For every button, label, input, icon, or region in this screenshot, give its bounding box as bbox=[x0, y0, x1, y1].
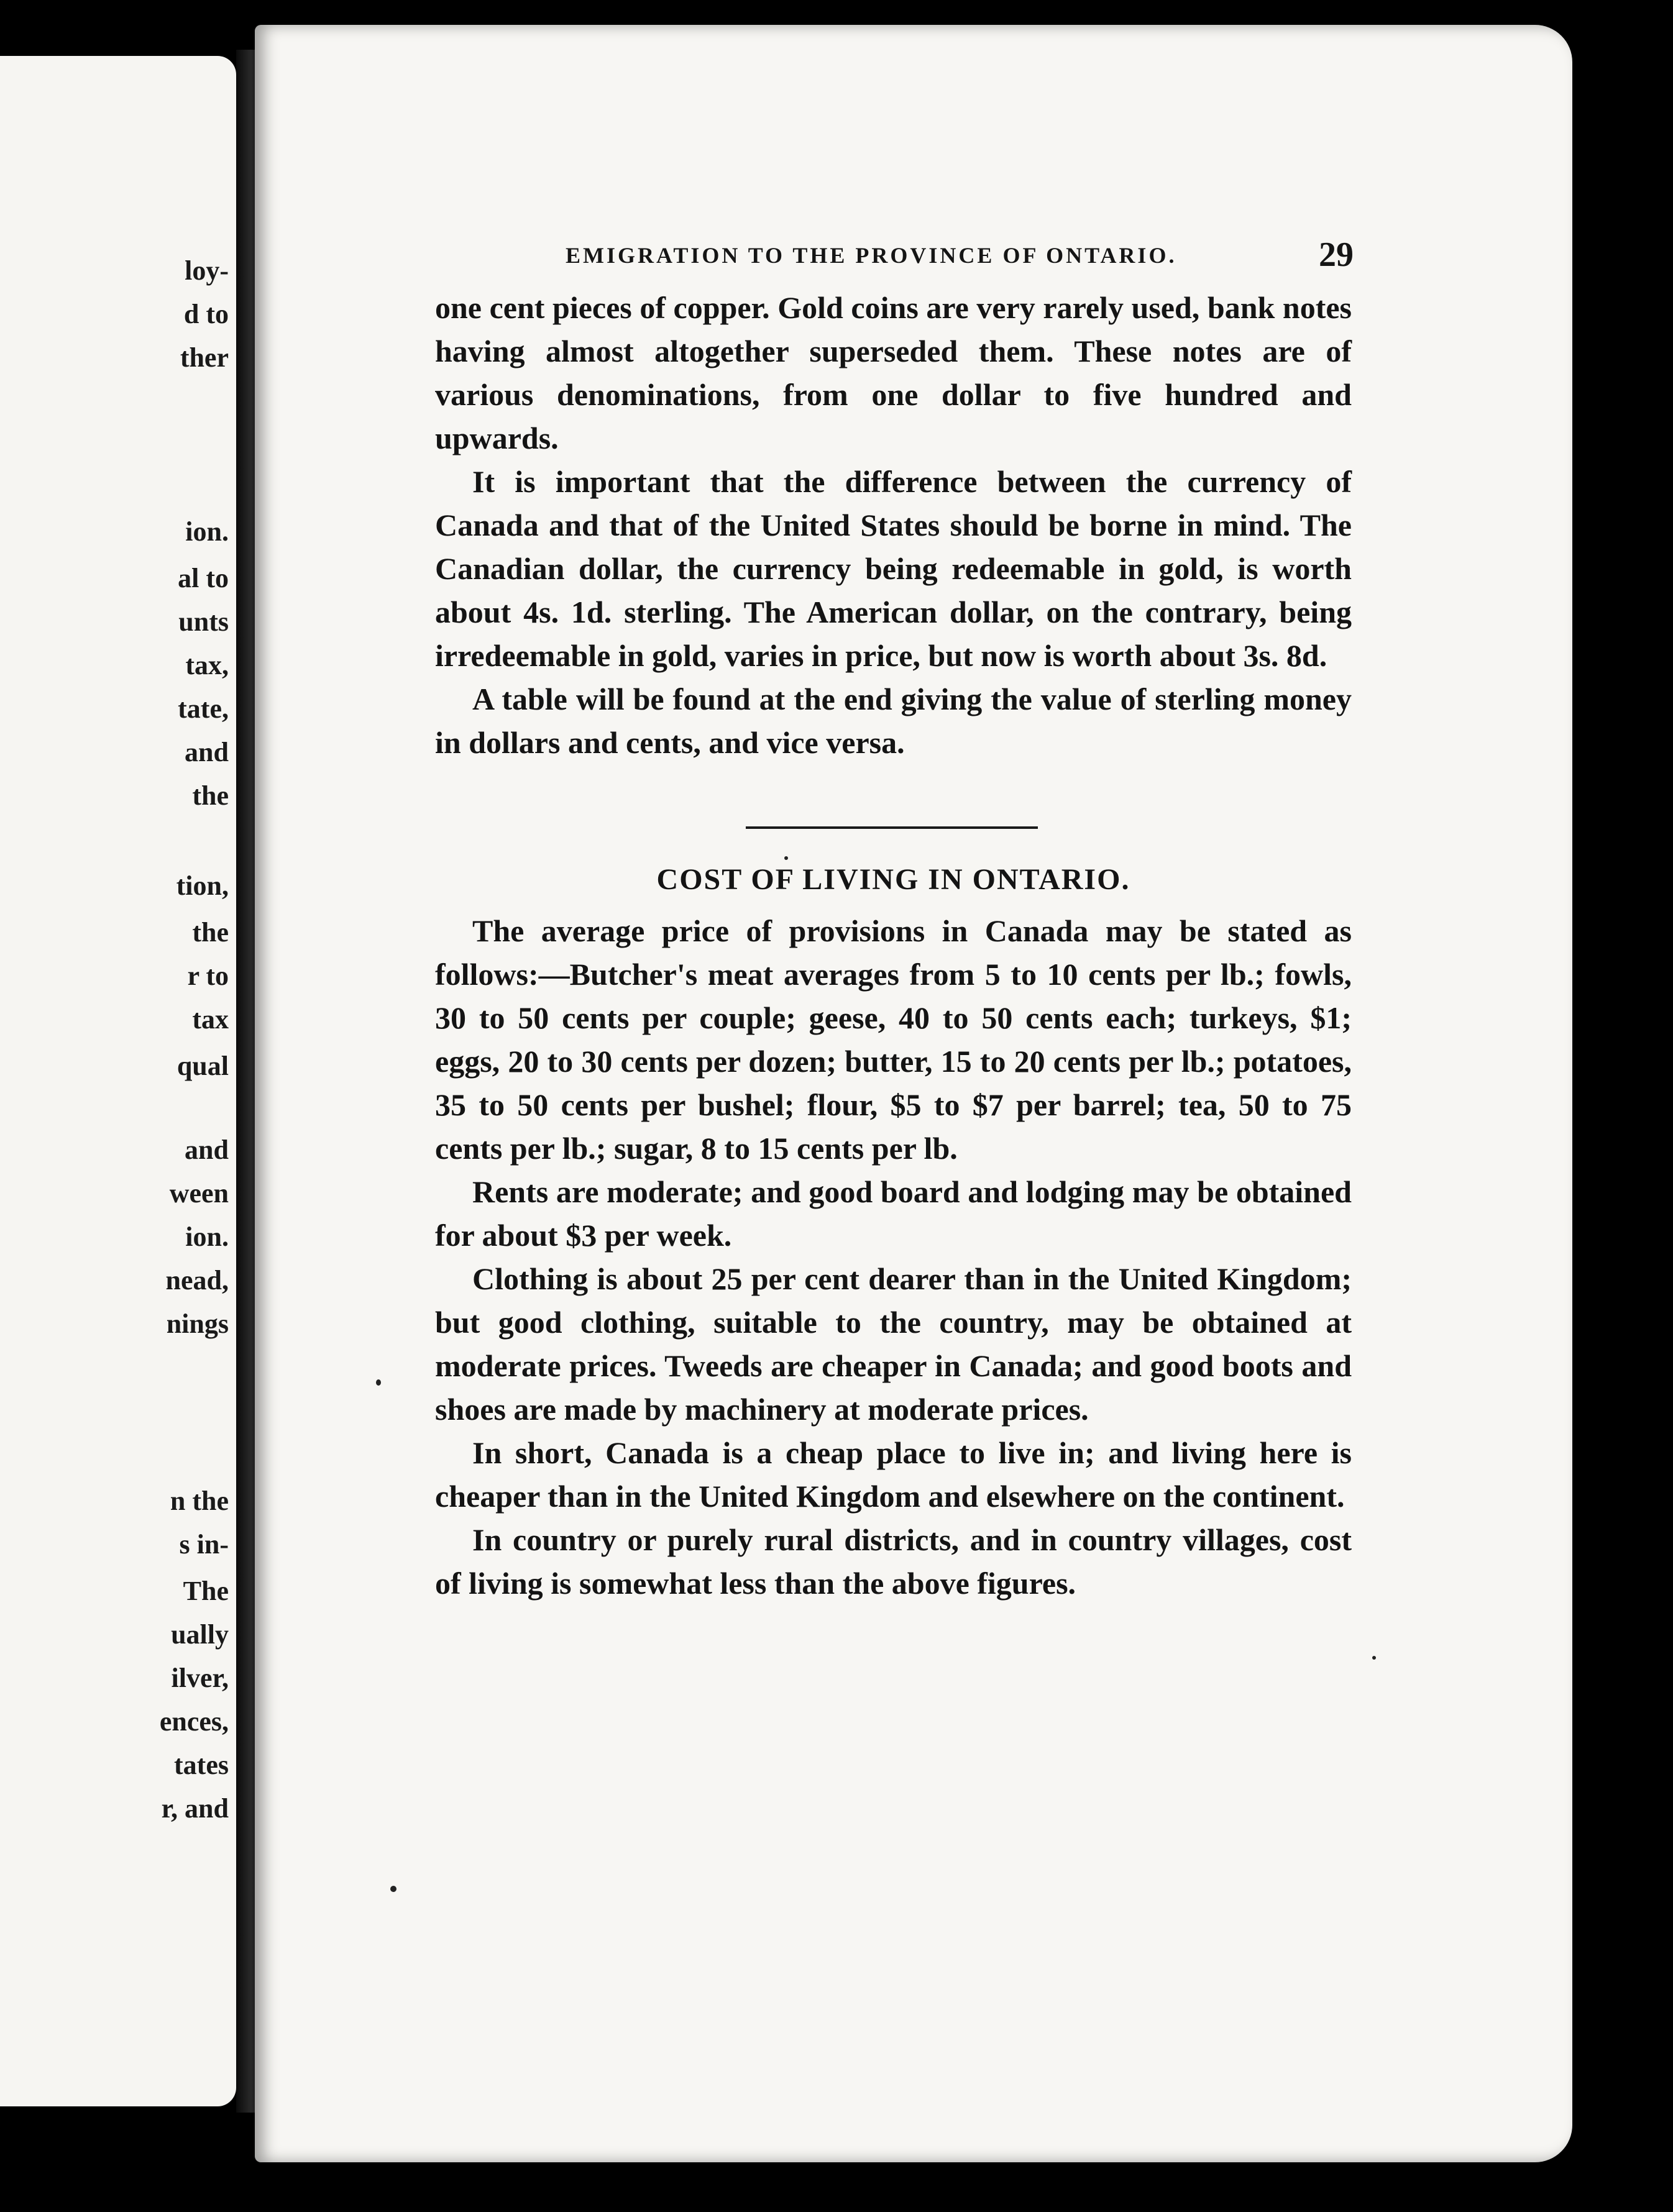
left-page-line-fragment: ther bbox=[180, 342, 229, 373]
left-page-line-fragment: n the bbox=[170, 1486, 229, 1516]
left-page-line-fragment: loy- bbox=[185, 255, 229, 286]
left-page-line-fragment: nings bbox=[166, 1309, 229, 1339]
section-heading: COST OF LIVING IN ONTARIO. bbox=[656, 863, 1130, 896]
page-number: 29 bbox=[1319, 235, 1354, 274]
left-page-line-fragment: ion. bbox=[185, 516, 229, 547]
left-page bbox=[0, 56, 236, 2106]
body-text bbox=[435, 286, 1352, 764]
left-page-line-fragment: r, and bbox=[161, 1793, 229, 1824]
running-head bbox=[435, 235, 1572, 286]
left-page-line-fragment: and bbox=[185, 737, 229, 767]
left-page-line-fragment: tate, bbox=[178, 693, 229, 724]
section-divider bbox=[746, 826, 1038, 829]
left-page-line-fragment: the bbox=[192, 917, 229, 948]
left-page-line-fragment: ually bbox=[171, 1619, 229, 1650]
left-page-line-fragment: The bbox=[183, 1576, 229, 1606]
left-page-line-fragment: ion. bbox=[185, 1222, 229, 1252]
left-page-line-fragment: al to bbox=[178, 563, 229, 593]
paragraph: Rents are moderate; and good board and lodging may be obtained for about $3 per week. bbox=[435, 1174, 1352, 1253]
left-page-line-fragment: the bbox=[192, 780, 229, 811]
paragraph: It is important that the difference between the currency of Canada and that of the United States should be borne in mind. The Canadian dollar, the currency being redeemable in gold, is worth about 4s. 1d. sterling. The American dollar, on the contrary, being irredeemable in gold, varies in price, but now is worth about 3s. 8d. bbox=[435, 464, 1352, 673]
scan-speck bbox=[376, 1379, 381, 1386]
running-title: EMIGRATION TO THE PROVINCE OF ONTARIO. bbox=[566, 243, 1177, 268]
left-page-line-fragment: r to bbox=[187, 961, 229, 991]
left-page-line-fragment: nead, bbox=[165, 1265, 229, 1296]
paragraph: In country or purely rural districts, and in country villages, cost of living is somewhat less than the above figures. bbox=[435, 1522, 1352, 1601]
left-page-line-fragment: ween bbox=[169, 1178, 229, 1209]
left-page-line-fragment: d to bbox=[183, 299, 229, 329]
scan-speck bbox=[1372, 1656, 1376, 1660]
left-page-line-fragment: ences, bbox=[159, 1706, 229, 1737]
left-page-line-fragment: and bbox=[185, 1135, 229, 1165]
paragraph: In short, Canada is a cheap place to live in; and living here is cheaper than in the United Kingdom and elsewhere on the continent. bbox=[435, 1435, 1352, 1514]
right-page bbox=[255, 25, 1572, 2162]
section-body-text bbox=[435, 909, 1352, 1605]
left-page-line-fragment: tax, bbox=[185, 650, 229, 680]
paragraph: A table will be found at the end giving the value of sterling money in dollars and cents, and vice versa. bbox=[435, 682, 1352, 760]
left-page-line-fragment: ilver, bbox=[171, 1663, 229, 1693]
left-page-line-fragment: tates bbox=[174, 1750, 229, 1780]
page-content bbox=[435, 235, 1572, 1605]
paragraph: Clothing is about 25 per cent dearer than in the United Kingdom; but good clothing, suitable to the country, may be obtained at moderate prices. Tweeds are cheaper in Canada; and good boots and shoes are made by machinery at moderate prices. bbox=[435, 1261, 1352, 1427]
left-page-line-fragment: tax bbox=[192, 1004, 229, 1035]
paragraph: one cent pieces of copper. Gold coins are very rarely used, bank notes having almost altogether superseded them. These notes are of various denominations, from one dollar to five hundred and upwards. bbox=[435, 290, 1352, 455]
scan-speck bbox=[784, 856, 788, 860]
left-page-line-fragment: qual bbox=[176, 1051, 229, 1081]
left-page-line-fragment: tion, bbox=[176, 871, 229, 901]
scan-speck bbox=[390, 1886, 396, 1892]
left-page-line-fragment: s in- bbox=[179, 1529, 229, 1560]
paragraph: The average price of provisions in Canada may be stated as follows:—Butcher's meat averages from 5 to 10 cents per lb.; fowls, 30 to 50 cents per couple; geese, 40 to 50 cents each; turkeys, $1; eggs, 20 to 30 cents per dozen; butter, 15 to 20 cents per lb.; potatoes, 35 to 50 cents per bushel; flour, $5 to $7 per barrel; tea, 50 to 75 cents per lb.; sugar, 8 to 15 cents per lb. bbox=[435, 913, 1352, 1166]
left-page-line-fragment: unts bbox=[178, 606, 229, 637]
